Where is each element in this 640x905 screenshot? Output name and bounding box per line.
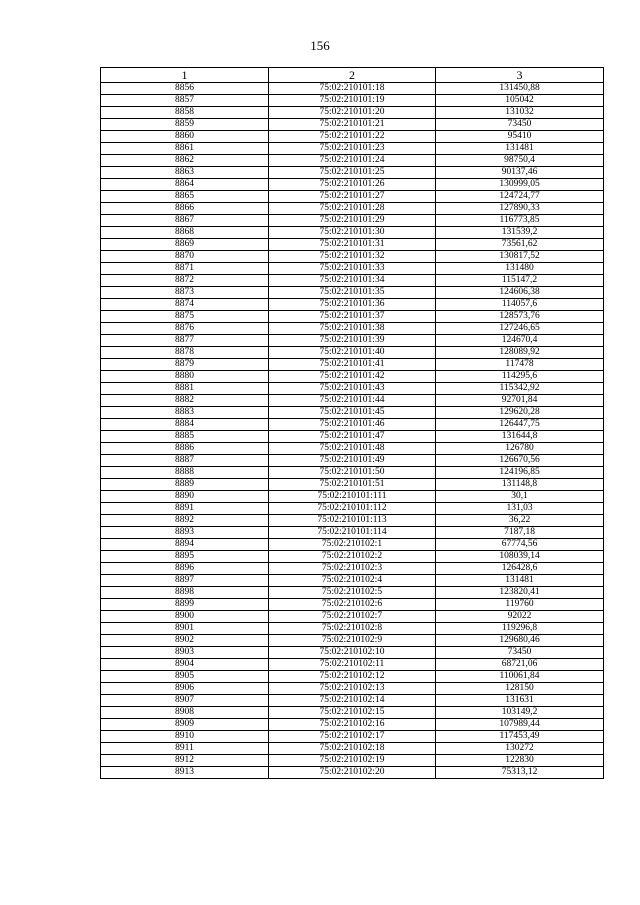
cadastral-number-cell: 75:02:210101:41 — [269, 359, 436, 371]
row-number-cell: 8898 — [101, 587, 269, 599]
table-row — [101, 299, 604, 311]
table-row — [101, 491, 604, 503]
row-number-cell: 8883 — [101, 407, 269, 419]
row-number-cell: 8856 — [101, 83, 269, 95]
row-number-cell: 8875 — [101, 311, 269, 323]
cadastral-number-cell: 75:02:210102:8 — [269, 623, 436, 635]
cadastral-number-cell: 75:02:210101:45 — [269, 407, 436, 419]
row-number-cell: 8912 — [101, 755, 269, 767]
value-cell: 124670,4 — [436, 335, 604, 347]
table-row — [101, 323, 604, 335]
row-number-cell: 8864 — [101, 179, 269, 191]
cadastral-number-cell: 75:02:210101:40 — [269, 347, 436, 359]
value-cell: 131032 — [436, 107, 604, 119]
value-cell: 131481 — [436, 143, 604, 155]
row-number-cell: 8860 — [101, 131, 269, 143]
cadastral-number-cell: 75:02:210101:31 — [269, 239, 436, 251]
row-number-cell: 8905 — [101, 671, 269, 683]
value-cell: 131631 — [436, 695, 604, 707]
value-cell: 73450 — [436, 647, 604, 659]
cadastral-number-cell: 75:02:210101:44 — [269, 395, 436, 407]
value-cell: 128573,76 — [436, 311, 604, 323]
column-header: 1 — [101, 68, 269, 83]
table-row — [101, 443, 604, 455]
cadastral-number-cell: 75:02:210101:19 — [269, 95, 436, 107]
value-cell: 107989,44 — [436, 719, 604, 731]
value-cell: 131481 — [436, 575, 604, 587]
cadastral-number-cell: 75:02:210102:16 — [269, 719, 436, 731]
value-cell: 95410 — [436, 131, 604, 143]
value-cell: 131644,8 — [436, 431, 604, 443]
table-row — [101, 503, 604, 515]
value-cell: 7187,18 — [436, 527, 604, 539]
row-number-cell: 8894 — [101, 539, 269, 551]
table-row — [101, 719, 604, 731]
cadastral-number-cell: 75:02:210101:29 — [269, 215, 436, 227]
row-number-cell: 8859 — [101, 119, 269, 131]
row-number-cell: 8903 — [101, 647, 269, 659]
value-cell: 103149,2 — [436, 707, 604, 719]
table-row — [101, 275, 604, 287]
row-number-cell: 8868 — [101, 227, 269, 239]
cadastral-number-cell: 75:02:210101:20 — [269, 107, 436, 119]
table-body — [101, 83, 604, 779]
table-row — [101, 419, 604, 431]
value-cell: 126780 — [436, 443, 604, 455]
table-row — [101, 239, 604, 251]
row-number-cell: 8913 — [101, 767, 269, 779]
row-number-cell: 8870 — [101, 251, 269, 263]
table-row — [101, 587, 604, 599]
cadastral-number-cell: 75:02:210101:18 — [269, 83, 436, 95]
row-number-cell: 8878 — [101, 347, 269, 359]
cadastral-number-cell: 75:02:210101:26 — [269, 179, 436, 191]
table-row — [101, 383, 604, 395]
row-number-cell: 8877 — [101, 335, 269, 347]
row-number-cell: 8896 — [101, 563, 269, 575]
table-row — [101, 623, 604, 635]
cadastral-number-cell: 75:02:210102:4 — [269, 575, 436, 587]
cadastral-number-cell: 75:02:210101:22 — [269, 131, 436, 143]
row-number-cell: 8861 — [101, 143, 269, 155]
value-cell: 129680,46 — [436, 635, 604, 647]
value-cell: 114057,6 — [436, 299, 604, 311]
value-cell: 36,22 — [436, 515, 604, 527]
cadastral-number-cell: 75:02:210101:34 — [269, 275, 436, 287]
table-row — [101, 263, 604, 275]
value-cell: 128150 — [436, 683, 604, 695]
cadastral-number-cell: 75:02:210101:39 — [269, 335, 436, 347]
cadastral-number-cell: 75:02:210101:21 — [269, 119, 436, 131]
value-cell: 108039,14 — [436, 551, 604, 563]
value-cell: 73450 — [436, 119, 604, 131]
cadastral-number-cell: 75:02:210101:50 — [269, 467, 436, 479]
row-number-cell: 8866 — [101, 203, 269, 215]
cadastral-number-cell: 75:02:210102:6 — [269, 599, 436, 611]
cadastral-number-cell: 75:02:210101:30 — [269, 227, 436, 239]
value-cell: 115342,92 — [436, 383, 604, 395]
row-number-cell: 8876 — [101, 323, 269, 335]
table-row — [101, 599, 604, 611]
value-cell: 73561,62 — [436, 239, 604, 251]
value-cell: 127890,33 — [436, 203, 604, 215]
value-cell: 127246,65 — [436, 323, 604, 335]
row-number-cell: 8884 — [101, 419, 269, 431]
table-row — [101, 755, 604, 767]
row-number-cell: 8858 — [101, 107, 269, 119]
row-number-cell: 8907 — [101, 695, 269, 707]
table-row — [101, 479, 604, 491]
row-number-cell: 8886 — [101, 443, 269, 455]
row-number-cell: 8902 — [101, 635, 269, 647]
cadastral-number-cell: 75:02:210101:37 — [269, 311, 436, 323]
row-number-cell: 8887 — [101, 455, 269, 467]
value-cell: 124606,38 — [436, 287, 604, 299]
row-number-cell: 8901 — [101, 623, 269, 635]
row-number-cell: 8882 — [101, 395, 269, 407]
table-row — [101, 467, 604, 479]
value-cell: 115147,2 — [436, 275, 604, 287]
value-cell: 130272 — [436, 743, 604, 755]
row-number-cell: 8865 — [101, 191, 269, 203]
table-row — [101, 731, 604, 743]
value-cell: 124196,85 — [436, 467, 604, 479]
row-number-cell: 8910 — [101, 731, 269, 743]
row-number-cell: 8909 — [101, 719, 269, 731]
value-cell: 92022 — [436, 611, 604, 623]
row-number-cell: 8893 — [101, 527, 269, 539]
cadastral-number-cell: 75:02:210102:9 — [269, 635, 436, 647]
value-cell: 114295,6 — [436, 371, 604, 383]
table-row — [101, 287, 604, 299]
cadastral-number-cell: 75:02:210101:111 — [269, 491, 436, 503]
row-number-cell: 8899 — [101, 599, 269, 611]
row-number-cell: 8874 — [101, 299, 269, 311]
row-number-cell: 8888 — [101, 467, 269, 479]
row-number-cell: 8895 — [101, 551, 269, 563]
value-cell: 98750,4 — [436, 155, 604, 167]
cadastral-number-cell: 75:02:210102:15 — [269, 707, 436, 719]
row-number-cell: 8892 — [101, 515, 269, 527]
row-number-cell: 8881 — [101, 383, 269, 395]
value-cell: 126447,75 — [436, 419, 604, 431]
cadastral-number-cell: 75:02:210102:13 — [269, 683, 436, 695]
value-cell: 117453,49 — [436, 731, 604, 743]
table-row — [101, 611, 604, 623]
table-row — [101, 347, 604, 359]
row-number-cell: 8900 — [101, 611, 269, 623]
value-cell: 75313,12 — [436, 767, 604, 779]
value-cell: 122830 — [436, 755, 604, 767]
row-number-cell: 8879 — [101, 359, 269, 371]
table-row — [101, 95, 604, 107]
value-cell: 130817,52 — [436, 251, 604, 263]
table-row — [101, 215, 604, 227]
cadastral-number-cell: 75:02:210101:27 — [269, 191, 436, 203]
row-number-cell: 8889 — [101, 479, 269, 491]
value-cell: 131480 — [436, 263, 604, 275]
cadastral-number-cell: 75:02:210101:42 — [269, 371, 436, 383]
value-cell: 126428,6 — [436, 563, 604, 575]
table-row — [101, 119, 604, 131]
row-number-cell: 8873 — [101, 287, 269, 299]
table-row — [101, 671, 604, 683]
value-cell: 119296,8 — [436, 623, 604, 635]
column-header: 2 — [269, 68, 436, 83]
value-cell: 116773,85 — [436, 215, 604, 227]
value-cell: 123820,41 — [436, 587, 604, 599]
cadastral-number-cell: 75:02:210101:112 — [269, 503, 436, 515]
cadastral-number-cell: 75:02:210101:114 — [269, 527, 436, 539]
cadastral-number-cell: 75:02:210101:47 — [269, 431, 436, 443]
cadastral-number-cell: 75:02:210101:23 — [269, 143, 436, 155]
cadastral-number-cell: 75:02:210101:51 — [269, 479, 436, 491]
table-row — [101, 311, 604, 323]
row-number-cell: 8862 — [101, 155, 269, 167]
cadastral-number-cell: 75:02:210101:43 — [269, 383, 436, 395]
value-cell: 128089,92 — [436, 347, 604, 359]
cadastral-number-cell: 75:02:210102:20 — [269, 767, 436, 779]
row-number-cell: 8908 — [101, 707, 269, 719]
row-number-cell: 8897 — [101, 575, 269, 587]
cadastral-number-cell: 75:02:210101:46 — [269, 419, 436, 431]
row-number-cell: 8857 — [101, 95, 269, 107]
cadastral-number-cell: 75:02:210101:24 — [269, 155, 436, 167]
row-number-cell: 8904 — [101, 659, 269, 671]
value-cell: 117478 — [436, 359, 604, 371]
cadastral-number-cell: 75:02:210102:5 — [269, 587, 436, 599]
cadastral-number-cell: 75:02:210102:17 — [269, 731, 436, 743]
value-cell: 90137,46 — [436, 167, 604, 179]
cadastral-number-cell: 75:02:210101:25 — [269, 167, 436, 179]
cadastral-number-cell: 75:02:210102:10 — [269, 647, 436, 659]
data-table — [100, 67, 604, 779]
cadastral-number-cell: 75:02:210101:32 — [269, 251, 436, 263]
value-cell: 30,1 — [436, 491, 604, 503]
table-row — [101, 707, 604, 719]
cadastral-number-cell: 75:02:210101:113 — [269, 515, 436, 527]
table-row — [101, 371, 604, 383]
cadastral-number-cell: 75:02:210101:33 — [269, 263, 436, 275]
value-cell: 67774,56 — [436, 539, 604, 551]
cadastral-number-cell: 75:02:210101:28 — [269, 203, 436, 215]
table-row — [101, 431, 604, 443]
value-cell: 131,03 — [436, 503, 604, 515]
table-row — [101, 155, 604, 167]
row-number-cell: 8871 — [101, 263, 269, 275]
value-cell: 110061,84 — [436, 671, 604, 683]
table-row — [101, 551, 604, 563]
row-number-cell: 8880 — [101, 371, 269, 383]
table-row — [101, 107, 604, 119]
table-row — [101, 539, 604, 551]
table-row — [101, 683, 604, 695]
value-cell: 131450,88 — [436, 83, 604, 95]
row-number-cell: 8885 — [101, 431, 269, 443]
row-number-cell: 8869 — [101, 239, 269, 251]
table-row — [101, 527, 604, 539]
cadastral-number-cell: 75:02:210102:11 — [269, 659, 436, 671]
cadastral-number-cell: 75:02:210101:48 — [269, 443, 436, 455]
table-row — [101, 179, 604, 191]
table-row — [101, 635, 604, 647]
cadastral-number-cell: 75:02:210101:38 — [269, 323, 436, 335]
cadastral-number-cell: 75:02:210102:7 — [269, 611, 436, 623]
table-row — [101, 167, 604, 179]
cadastral-number-cell: 75:02:210102:18 — [269, 743, 436, 755]
row-number-cell: 8911 — [101, 743, 269, 755]
table-row — [101, 575, 604, 587]
cadastral-number-cell: 75:02:210102:2 — [269, 551, 436, 563]
table-header-row — [101, 68, 604, 83]
row-number-cell: 8890 — [101, 491, 269, 503]
table-row — [101, 359, 604, 371]
value-cell: 131148,8 — [436, 479, 604, 491]
cadastral-number-cell: 75:02:210101:35 — [269, 287, 436, 299]
value-cell: 119760 — [436, 599, 604, 611]
table-row — [101, 395, 604, 407]
table-row — [101, 695, 604, 707]
column-header: 3 — [436, 68, 604, 83]
row-number-cell: 8863 — [101, 167, 269, 179]
table-row — [101, 563, 604, 575]
page-number: 156 — [310, 38, 330, 53]
row-number-cell: 8891 — [101, 503, 269, 515]
cadastral-number-cell: 75:02:210101:49 — [269, 455, 436, 467]
table-row — [101, 407, 604, 419]
table-row — [101, 191, 604, 203]
value-cell: 68721,06 — [436, 659, 604, 671]
row-number-cell: 8872 — [101, 275, 269, 287]
table-row — [101, 251, 604, 263]
table-row — [101, 335, 604, 347]
value-cell: 124724,77 — [436, 191, 604, 203]
table-row — [101, 515, 604, 527]
value-cell: 129620,28 — [436, 407, 604, 419]
row-number-cell: 8867 — [101, 215, 269, 227]
table-row — [101, 227, 604, 239]
table-row — [101, 647, 604, 659]
value-cell: 92701,84 — [436, 395, 604, 407]
cadastral-number-cell: 75:02:210102:3 — [269, 563, 436, 575]
table-row — [101, 743, 604, 755]
cadastral-number-cell: 75:02:210102:14 — [269, 695, 436, 707]
table-row — [101, 767, 604, 779]
table-row — [101, 131, 604, 143]
row-number-cell: 8906 — [101, 683, 269, 695]
table-row — [101, 659, 604, 671]
value-cell: 105042 — [436, 95, 604, 107]
cadastral-number-cell: 75:02:210101:36 — [269, 299, 436, 311]
table-row — [101, 455, 604, 467]
value-cell: 130999,05 — [436, 179, 604, 191]
cadastral-number-cell: 75:02:210102:1 — [269, 539, 436, 551]
table-row — [101, 83, 604, 95]
cadastral-number-cell: 75:02:210102:19 — [269, 755, 436, 767]
value-cell: 126670,56 — [436, 455, 604, 467]
table-row — [101, 143, 604, 155]
table-row — [101, 203, 604, 215]
value-cell: 131539,2 — [436, 227, 604, 239]
cadastral-number-cell: 75:02:210102:12 — [269, 671, 436, 683]
